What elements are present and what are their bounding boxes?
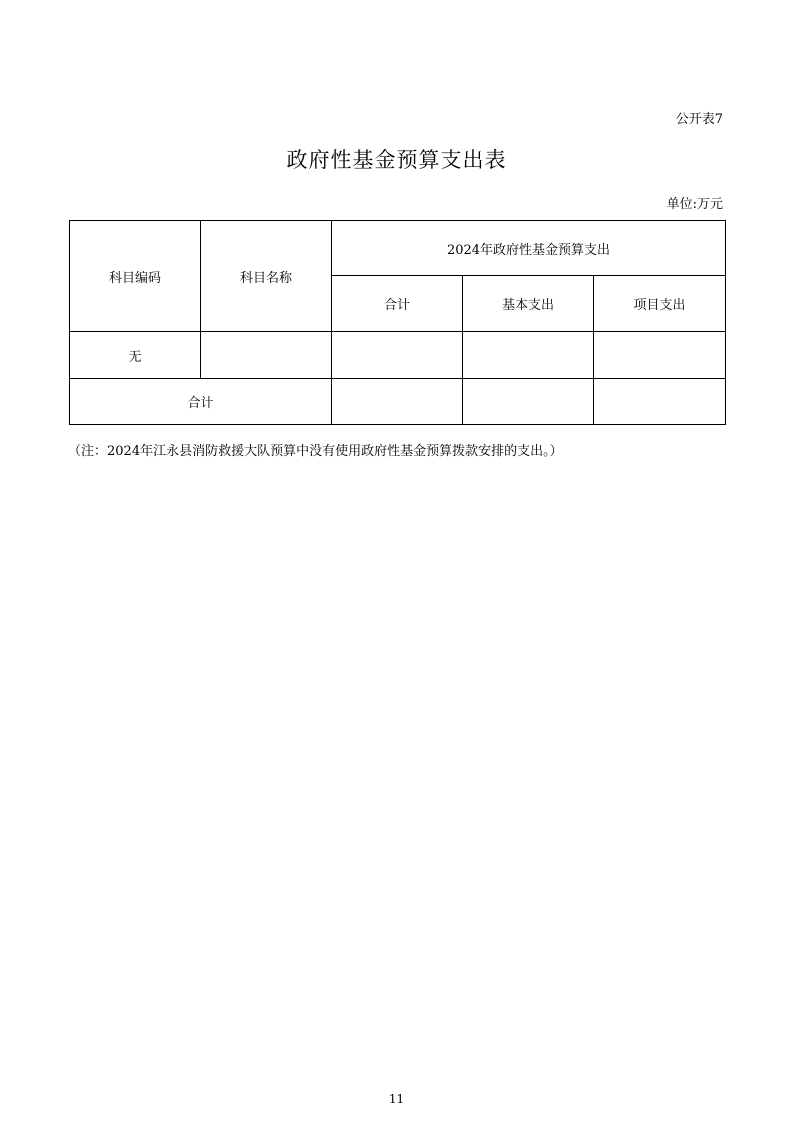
header-row — [70, 221, 726, 276]
total-row-label: 合计 — [70, 379, 332, 425]
header-group: 2024年政府性基金预算支出 — [332, 221, 726, 276]
total-row — [70, 379, 726, 425]
page-number: 11 — [388, 1092, 405, 1106]
budget-table — [69, 220, 726, 425]
table-row — [70, 332, 726, 379]
cell-subject-code: 无 — [70, 332, 201, 379]
page-title: 政府性基金预算支出表 — [286, 148, 507, 172]
header-subject-code: 科目编码 — [70, 221, 201, 332]
total-row-basic — [463, 379, 594, 425]
header-project: 项目支出 — [594, 276, 726, 332]
header-basic: 基本支出 — [463, 276, 594, 332]
total-row-total — [332, 379, 463, 425]
total-row-project — [594, 379, 726, 425]
cell-project — [594, 332, 726, 379]
header-subject-name: 科目名称 — [201, 221, 332, 332]
cell-total — [332, 332, 463, 379]
form-number: 公开表7 — [675, 112, 723, 127]
header-total: 合计 — [332, 276, 463, 332]
cell-subject-name — [201, 332, 332, 379]
cell-basic — [463, 332, 594, 379]
table-note: （注：2024年江永县消防救援大队预算中没有使用政府性基金预算拨款安排的支出。） — [68, 444, 563, 459]
unit-label: 单位:万元 — [666, 197, 723, 212]
